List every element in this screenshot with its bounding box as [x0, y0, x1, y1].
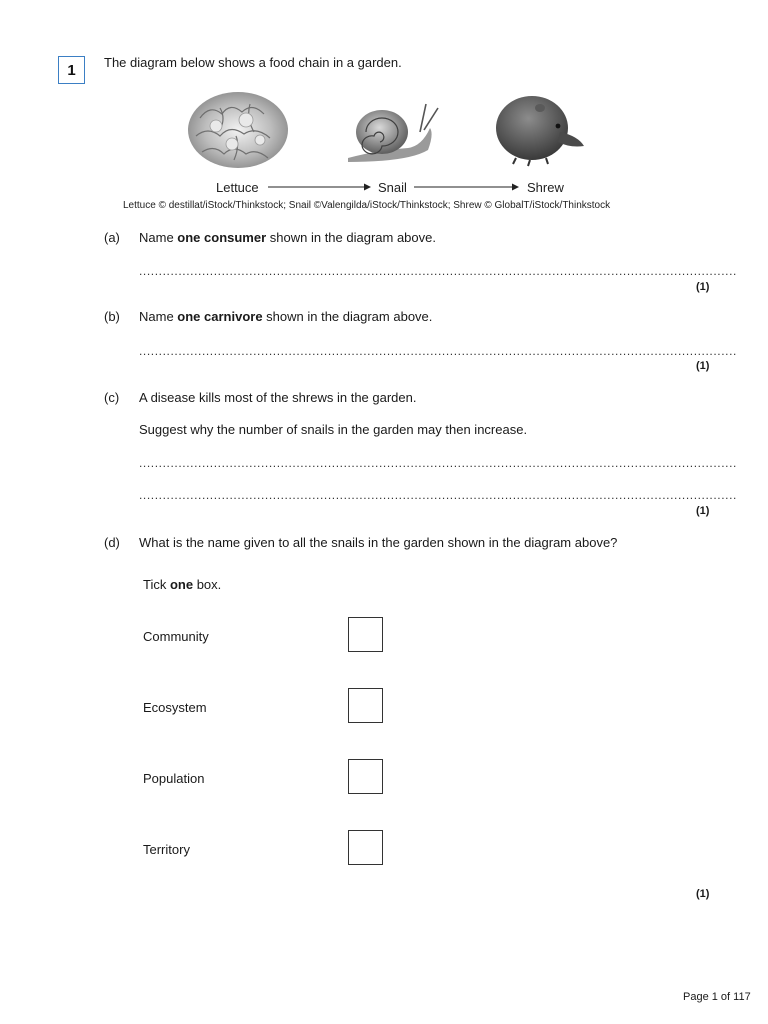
option-territory-checkbox[interactable] — [348, 830, 383, 865]
option-community-label: Community — [143, 629, 209, 644]
shrew-image — [496, 96, 584, 166]
option-population-checkbox[interactable] — [348, 759, 383, 794]
part-c-question: Suggest why the number of snails in the garden may then increase. — [139, 422, 528, 437]
part-d-question: What is the name given to all the snails in the garden shown in the diagram above? — [139, 535, 618, 550]
part-b-question: Name one carnivore shown in the diagram above. — [139, 309, 433, 324]
part-a-answer-line[interactable]: ........................................................................................................................................................ — [139, 264, 737, 278]
option-community-checkbox[interactable] — [348, 617, 383, 652]
food-chain-arrow-1 — [268, 184, 371, 191]
food-chain-label-lettuce: Lettuce — [216, 180, 259, 195]
page-number: Page 1 of 117 — [683, 991, 751, 1003]
snail-image — [348, 104, 438, 162]
part-c-statement: A disease kills most of the shrews in the garden. — [139, 390, 417, 405]
part-b-answer-line[interactable]: ........................................................................................................................................................ — [139, 344, 737, 358]
part-c-answer-line-2[interactable]: ........................................................................................................................................................ — [139, 488, 737, 502]
part-a-question: Name one consumer shown in the diagram above. — [139, 230, 436, 245]
question-number: 1 — [58, 56, 85, 84]
image-credit: Lettuce © destillat/iStock/Thinkstock; Snail ©Valengilda/iStock/Thinkstock; Shrew © GlobalT/iStock/Thinkstock — [123, 200, 611, 211]
part-c-marks: (1) — [696, 505, 710, 517]
option-population-label: Population — [143, 771, 205, 786]
option-ecosystem-checkbox[interactable] — [348, 688, 383, 723]
part-d-marks: (1) — [696, 888, 710, 900]
question-intro: The diagram below shows a food chain in a garden. — [104, 55, 402, 70]
option-ecosystem-label: Ecosystem — [143, 700, 207, 715]
food-chain-label-snail: Snail — [378, 180, 407, 195]
food-chain-arrow-2 — [414, 184, 519, 191]
part-b-label: (b) — [104, 309, 120, 324]
part-c-answer-line-1[interactable]: ........................................................................................................................................................ — [139, 456, 737, 470]
lettuce-image — [188, 92, 288, 168]
food-chain-label-shrew: Shrew — [527, 180, 564, 195]
part-d-label: (d) — [104, 535, 120, 550]
tick-instruction: Tick one box. — [143, 577, 222, 592]
option-territory-label: Territory — [143, 842, 190, 857]
part-b-marks: (1) — [696, 360, 710, 372]
part-a-label: (a) — [104, 230, 120, 245]
part-a-marks: (1) — [696, 281, 710, 293]
part-c-label: (c) — [104, 390, 120, 405]
